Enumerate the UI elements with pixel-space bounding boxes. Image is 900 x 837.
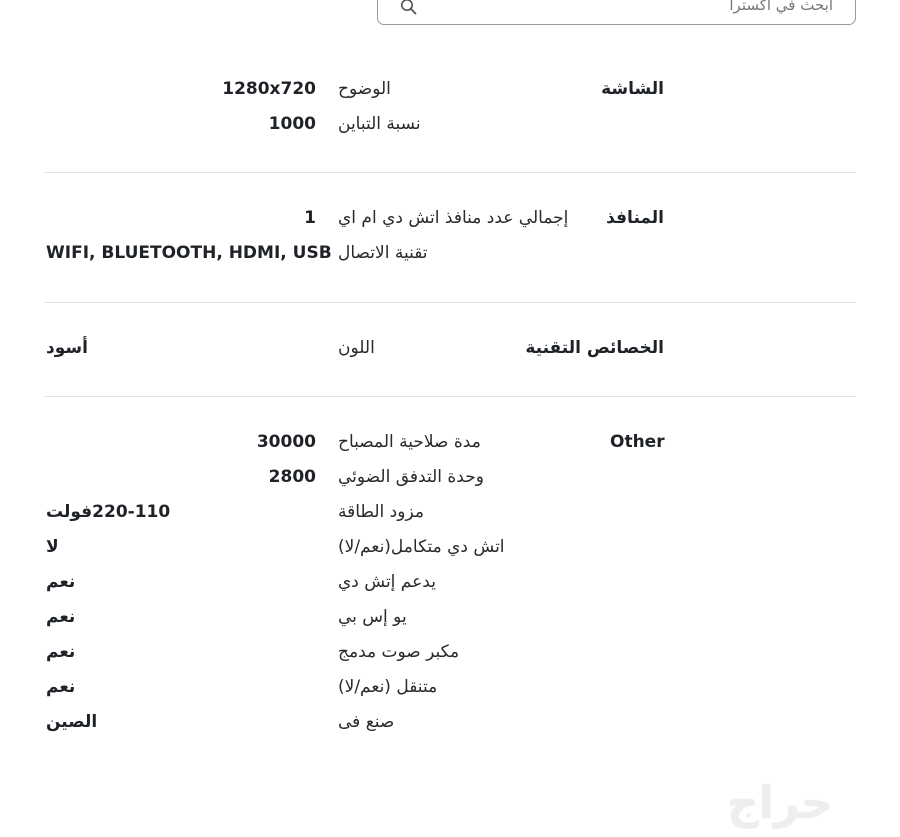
spec-row [44, 635, 856, 669]
section-other [44, 425, 856, 745]
spec-row [44, 331, 856, 365]
section-display [44, 72, 856, 173]
spec-row [44, 72, 856, 106]
spec-value: 1280x720 [222, 79, 316, 99]
spec-label: مكبر صوت مدمج [338, 642, 460, 662]
spec-label: تقنية الاتصال [338, 243, 428, 263]
spec-label: متنقل (نعم/لا) [338, 677, 438, 697]
spec-row [44, 107, 856, 141]
section-ports [44, 201, 856, 303]
spec-value: نعم [46, 677, 76, 697]
spec-label: مدة صلاحية المصباح [338, 432, 481, 452]
section-title-display: الشاشة [601, 79, 664, 99]
section-specs [44, 331, 856, 397]
spec-label: وحدة التدفق الضوئي [338, 467, 484, 487]
search-icon[interactable] [400, 0, 417, 15]
haraj-watermark-logo: حراج [727, 778, 833, 829]
spec-row [44, 201, 856, 235]
spec-label: الوضوح [338, 79, 391, 99]
spec-row [44, 495, 856, 529]
spec-row [44, 705, 856, 739]
spec-label: اتش دي متكامل(نعم/لا) [338, 537, 505, 557]
spec-value: 220-110فولت [46, 502, 171, 522]
spec-value: أسود [46, 338, 88, 358]
section-title-specs: الخصائص التقنية [525, 338, 664, 358]
spec-row [44, 530, 856, 564]
spec-label: يدعم إتش دي [338, 572, 436, 592]
section-title-ports: المنافذ [606, 208, 664, 228]
spec-value: 30000 [256, 432, 316, 452]
search-bar[interactable] [377, 0, 856, 25]
section-title-other: Other [610, 432, 665, 452]
spec-value: 2800 [268, 467, 316, 487]
spec-label: نسبة التباين [338, 114, 421, 134]
spec-value: 1000 [268, 114, 316, 134]
spec-value: 1 [304, 208, 316, 228]
spec-value: نعم [46, 572, 76, 592]
spec-value: لا [46, 537, 59, 557]
spec-row [44, 236, 856, 270]
search-input[interactable] [453, 0, 833, 22]
spec-row [44, 460, 856, 494]
spec-value: نعم [46, 607, 76, 627]
spec-label: اللون [338, 338, 375, 358]
spec-row [44, 565, 856, 599]
spec-value: نعم [46, 642, 76, 662]
spec-value: WIFI, BLUETOOTH, HDMI, USB [46, 243, 332, 263]
spec-row [44, 670, 856, 704]
spec-label: صنع فى [338, 712, 395, 732]
spec-row [44, 425, 856, 459]
spec-label: يو إس بي [338, 607, 407, 627]
spec-row [44, 600, 856, 634]
spec-label: إجمالي عدد منافذ اتش دي ام اي [338, 208, 569, 228]
spec-value: الصين [46, 712, 98, 732]
spec-label: مزود الطاقة [338, 502, 424, 522]
